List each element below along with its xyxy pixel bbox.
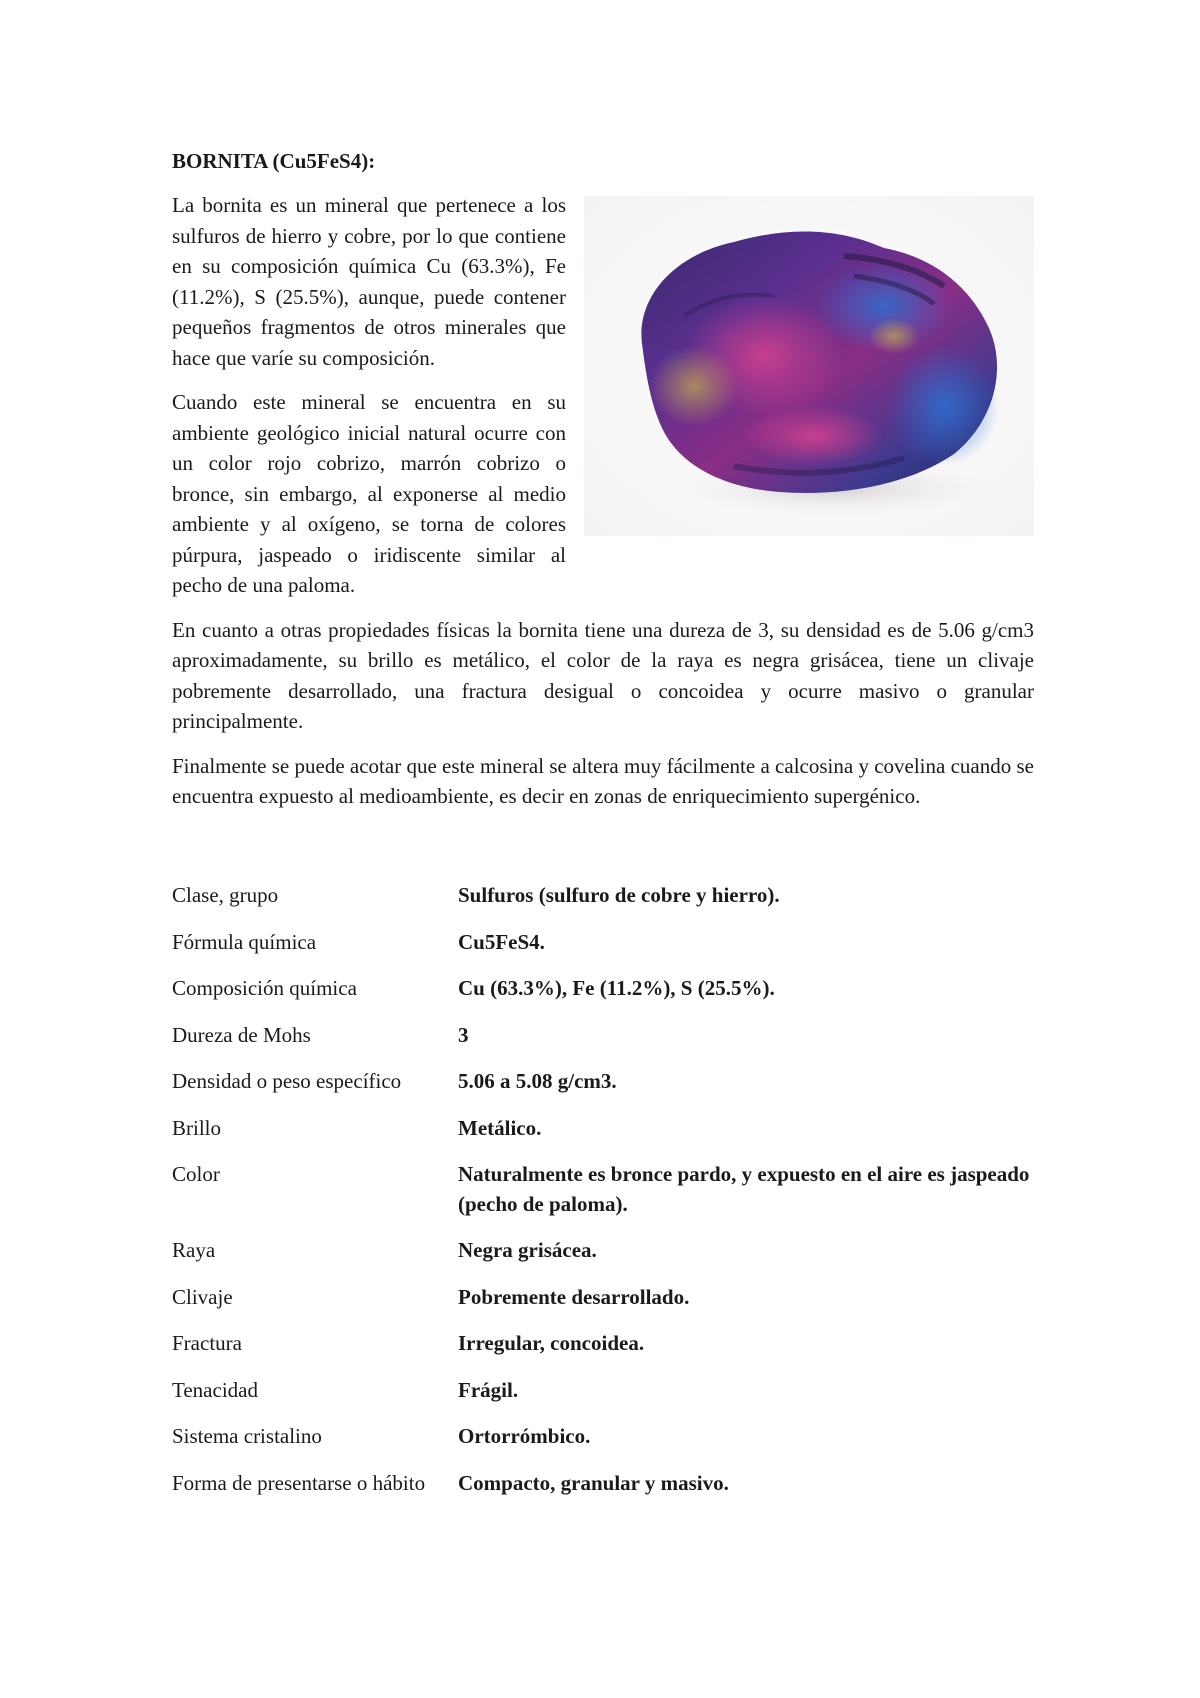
property-value: 3: [458, 1022, 469, 1047]
property-label: Sistema cristalino: [172, 1424, 322, 1448]
property-label: Dureza de Mohs: [172, 1022, 311, 1047]
property-value: Metálico.: [458, 1115, 542, 1140]
property-row: [172, 1367, 1034, 1414]
property-label: Tenacidad: [172, 1377, 258, 1402]
property-row: [172, 1274, 1034, 1321]
property-row: [172, 919, 1034, 966]
property-value: Frágil.: [458, 1377, 519, 1402]
property-label: Fórmula química: [172, 929, 317, 954]
property-value: Ortorrómbico.: [458, 1424, 591, 1448]
property-label: Forma de presentarse o hábito: [172, 1470, 426, 1495]
property-row: [172, 965, 1034, 1012]
property-value: Compacto, granular y masivo.: [458, 1470, 729, 1495]
paragraph-physical-properties: En cuanto a otras propiedades físicas la bornita tiene una dureza de 3, su densidad es de 5.06 g/cm3 aproximadamente, su brillo es metálico, el color de la raya es negra grisácea, tiene un clivaje pobremente desarrollado, una fractura desigual o concoidea y ocurre masivo o granular principalmente.: [172, 617, 1034, 733]
property-label: Clase, grupo: [172, 883, 279, 907]
paragraph-colors: Cuando este mineral se encuentra en su ambiente geológico inicial natural ocurre con un color rojo cobrizo, marrón cobrizo o bronce, sin embargo, al exponerse al medio ambiente y al oxígeno, se torna de colores púrpura, jaspeado o iridiscente similar al pecho de una paloma.: [172, 390, 566, 597]
property-label: Brillo: [172, 1115, 222, 1140]
property-row: [172, 1320, 1034, 1367]
property-label: Raya: [172, 1238, 216, 1262]
property-row: [172, 872, 1034, 919]
property-label: Fractura: [172, 1331, 242, 1355]
property-row: [172, 1413, 1034, 1460]
page-title: BORNITA (Cu5FeS4):: [172, 149, 376, 173]
property-value: Negra grisácea.: [458, 1238, 597, 1262]
property-value: Cu (63.3%), Fe (11.2%), S (25.5%).: [458, 976, 775, 1000]
property-value: Naturalmente es bronce pardo, y expuesto en el aire es jaspeado (pecho de paloma).: [458, 1162, 1030, 1216]
property-value: Pobremente desarrollado.: [458, 1284, 690, 1309]
properties-table: [172, 872, 1034, 1506]
property-label: Color: [172, 1162, 220, 1186]
property-row: [172, 1012, 1034, 1059]
property-row: [172, 1058, 1034, 1105]
property-label: Composición química: [172, 976, 357, 1000]
property-value: Cu5FeS4.: [458, 929, 545, 954]
article-body: [172, 146, 1034, 826]
paragraph-intro: La bornita es un mineral que pertenece a los sulfuros de hierro y cobre, por lo que contiene en su composición química Cu (63.3%), Fe (11.2%), S (25.5%), aunque, puede contener pequeños fragmentos de otros minerales que hace que varíe su composición.: [172, 193, 566, 370]
property-label: Clivaje: [172, 1284, 233, 1309]
property-label: Densidad o peso específico: [172, 1069, 402, 1093]
property-row: [172, 1105, 1034, 1152]
property-row: [172, 1227, 1034, 1274]
property-row: [172, 1460, 1034, 1507]
property-value: Irregular, concoidea.: [458, 1331, 645, 1355]
property-value: Sulfuros (sulfuro de cobre y hierro).: [458, 883, 780, 907]
bornite-mineral-photo: [584, 196, 1034, 536]
paragraph-alteration: Finalmente se puede acotar que este mineral se altera muy fácilmente a calcosina y covelina cuando se encuentra expuesto al medioambiente, es decir en zonas de enriquecimiento supergénico.: [172, 753, 1034, 808]
property-row: [172, 1151, 1034, 1227]
property-value: 5.06 a 5.08 g/cm3.: [458, 1069, 617, 1093]
